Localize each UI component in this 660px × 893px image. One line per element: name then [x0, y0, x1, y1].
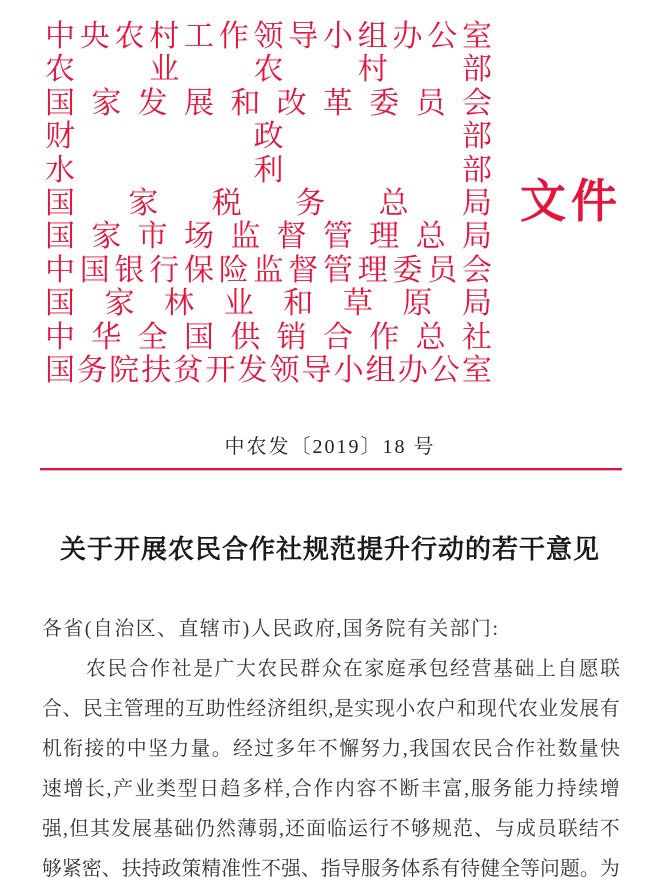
paragraph-line: 够 紧 密 、 扶 持 政 策 精 准 性 不 强 、 指 导 服 务 体 系 有 待 健 全 等 问 题 。 为 — [42, 858, 620, 881]
agency-line: 中 国 银 行 保 险 监 督 管 理 委 员 会 — [45, 253, 492, 287]
paragraph-line: 强 , 但 其 发 展 基 础 仍 然 薄 弱 , 还 面 临 运 行 不 够 规 范 、 与 成 员 联 结 不 — [42, 818, 620, 841]
paragraph-line: 速 增 长 , 产 业 类 型 日 趋 多 样 , 合 作 内 容 不 断 丰 富 , 服 务 能 力 持 续 增 — [42, 778, 620, 801]
agency-line: 中 央 农 村 工 作 领 导 小 组 办 公 室 — [45, 20, 492, 53]
salutation-line: 各省(自治区、直辖市)人民政府,国务院有关部门: — [42, 618, 500, 641]
document-label: 文件 — [520, 175, 622, 227]
document-body — [42, 609, 620, 889]
agency-line: 财 政 部 — [45, 120, 492, 154]
agency-line: 国 家 税 务 总 局 — [45, 186, 492, 220]
agency-line: 国 家 市 场 监 督 管 理 总 局 — [45, 220, 492, 254]
document-title: 关于开展农民合作社规范提升行动的若干意见 — [59, 535, 600, 565]
letterhead — [45, 20, 622, 387]
red-separator-rule — [40, 468, 622, 471]
agency-line: 中 华 全 国 供 销 合 作 总 社 — [45, 320, 492, 354]
agency-line: 国 家 林 业 和 草 原 局 — [45, 287, 492, 321]
paragraph-line: 机 衔 接 的 中 坚 力 量 。 经 过 多 年 不 懈 努 力 , 我 国 农 民 合 作 社 数 量 快 — [42, 738, 620, 761]
issuing-agencies-list — [45, 20, 492, 387]
paragraph-line: 合 、 民 主 管 理 的 互 助 性 经 济 组 织 , 是 实 现 小 农 户 和 现 代 农 业 发 展 有 — [42, 698, 620, 721]
agency-line: 国 务 院 扶 贫 开 发 领 导 小 组 办 公 室 — [45, 353, 492, 387]
agency-line: 农 业 农 村 部 — [45, 53, 492, 87]
agency-line: 国 家 发 展 和 改 革 委 员 会 — [45, 86, 492, 120]
paragraph-line: 农 民 合 作 社 是 广 大 农 民 群 众 在 家 庭 承 包 经 营 基 础 上 自 愿 联 — [86, 658, 620, 681]
reference-number: 中农发〔2019〕18 号 — [224, 436, 436, 459]
agency-line: 水 利 部 — [45, 153, 492, 187]
